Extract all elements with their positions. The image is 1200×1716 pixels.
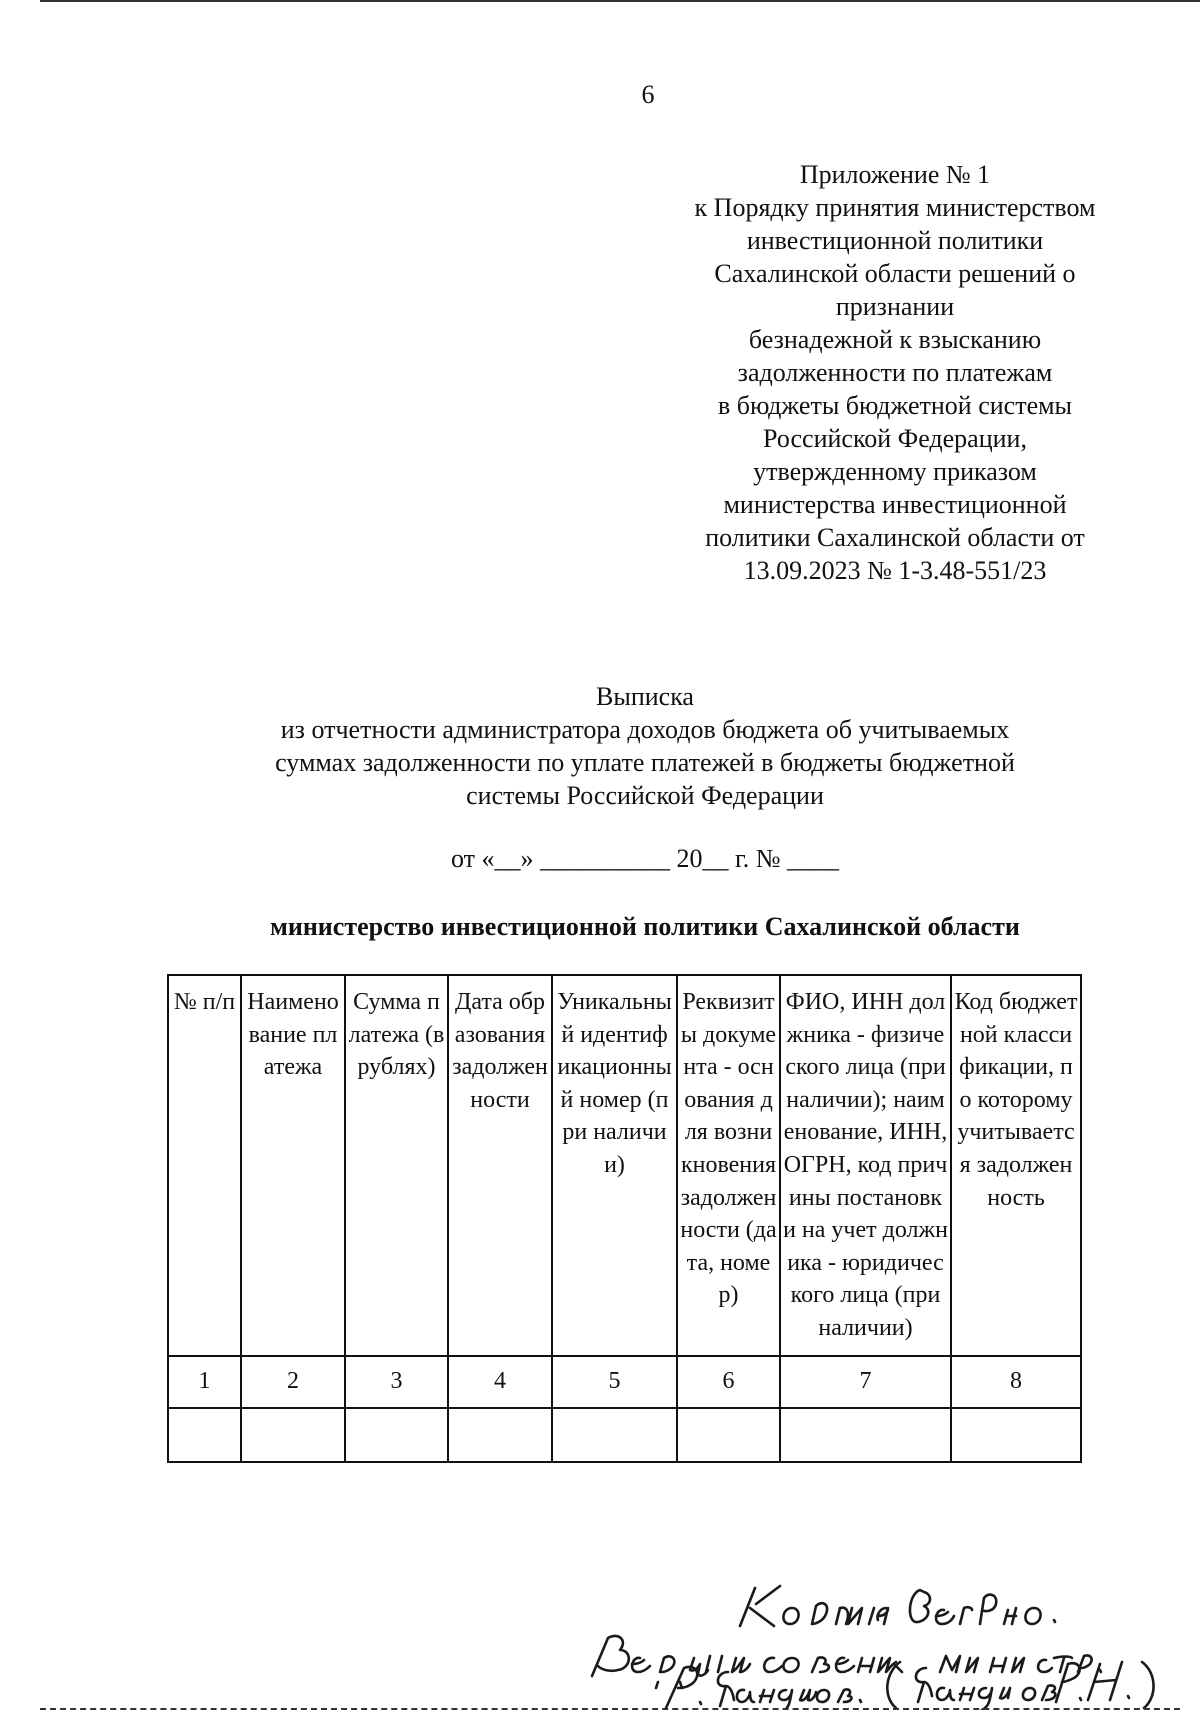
annex-line: Сахалинской области решений о bbox=[714, 259, 1076, 288]
annex-line: Приложение № 1 bbox=[799, 160, 991, 189]
header-cell: Дата образования задолженности bbox=[448, 975, 552, 1356]
column-number-cell: 2 bbox=[241, 1356, 345, 1408]
column-number-cell: 7 bbox=[780, 1356, 951, 1408]
column-number-cell: 4 bbox=[448, 1356, 552, 1408]
annex-line: 13.09.2023 № 1-3.48-551/23 bbox=[743, 556, 1047, 585]
annex-line: безнадежной к взысканию bbox=[748, 325, 1042, 354]
organization-name: министерство инвестиционной политики Сахалинской области bbox=[270, 912, 1020, 941]
empty-cell bbox=[448, 1408, 552, 1462]
page-number: 6 bbox=[641, 80, 655, 109]
bottom-border-line bbox=[40, 1708, 1180, 1710]
column-number-row bbox=[168, 1356, 1081, 1408]
header-cell: ФИО, ИНН должника - физического лица (при наличии); наименование, ИНН, ОГРН, код причины постановки на учет должника - юридического лица (при наличии) bbox=[780, 975, 951, 1356]
annex-line: задолженности по платежам bbox=[737, 358, 1053, 387]
column-number-cell: 5 bbox=[552, 1356, 677, 1408]
annex-line: инвестиционной политики bbox=[746, 226, 1044, 255]
annex-line: в бюджеты бюджетной системы bbox=[717, 391, 1073, 420]
column-number-cell: 6 bbox=[677, 1356, 780, 1408]
title-line: Выписка bbox=[596, 682, 694, 711]
empty-cell bbox=[780, 1408, 951, 1462]
empty-cell bbox=[677, 1408, 780, 1462]
document-date-line: от «__» __________ 20__ г. № ____ bbox=[450, 844, 840, 873]
header-cell: Код бюджетной классификации, по которому учитывается задолженность bbox=[951, 975, 1081, 1356]
column-number-cell: 3 bbox=[345, 1356, 448, 1408]
annex-line: к Порядку принятия министерством bbox=[694, 193, 1096, 222]
header-cell: Уникальный идентификационный номер (при наличии) bbox=[552, 975, 677, 1356]
column-number-cell: 8 bbox=[951, 1356, 1081, 1408]
annex-line: политики Сахалинской области от bbox=[705, 523, 1085, 552]
annex-line: утвержденному приказом bbox=[753, 457, 1037, 486]
empty-cell bbox=[951, 1408, 1081, 1462]
handwritten-certification-signature bbox=[560, 1560, 1200, 1710]
title-line: из отчетности администратора доходов бюджета об учитываемых bbox=[280, 715, 1010, 744]
table-empty-row bbox=[168, 1408, 1081, 1462]
annex-line: министерства инвестиционной bbox=[723, 490, 1067, 519]
annex-line: признании bbox=[835, 292, 955, 321]
annex-header bbox=[660, 158, 1130, 587]
header-cell: № п/п bbox=[168, 975, 241, 1356]
header-cell: Наименование платежа bbox=[241, 975, 345, 1356]
empty-cell bbox=[552, 1408, 677, 1462]
report-table bbox=[167, 974, 1082, 1463]
header-cell: Сумма платежа (в рублях) bbox=[345, 975, 448, 1356]
table-header-row bbox=[168, 975, 1081, 1356]
header-cell: Реквизиты документа - основания для возникновения задолженности (дата, номер) bbox=[677, 975, 780, 1356]
top-border-line bbox=[40, 0, 1200, 2]
empty-cell bbox=[241, 1408, 345, 1462]
empty-cell bbox=[345, 1408, 448, 1462]
column-number-cell: 1 bbox=[168, 1356, 241, 1408]
empty-cell bbox=[168, 1408, 241, 1462]
title-line: суммах задолженности по уплате платежей в бюджеты бюджетной bbox=[275, 748, 1015, 777]
document-title bbox=[140, 680, 1150, 812]
annex-line: Российской Федерации, bbox=[763, 424, 1027, 453]
title-line: системы Российской Федерации bbox=[466, 781, 824, 810]
